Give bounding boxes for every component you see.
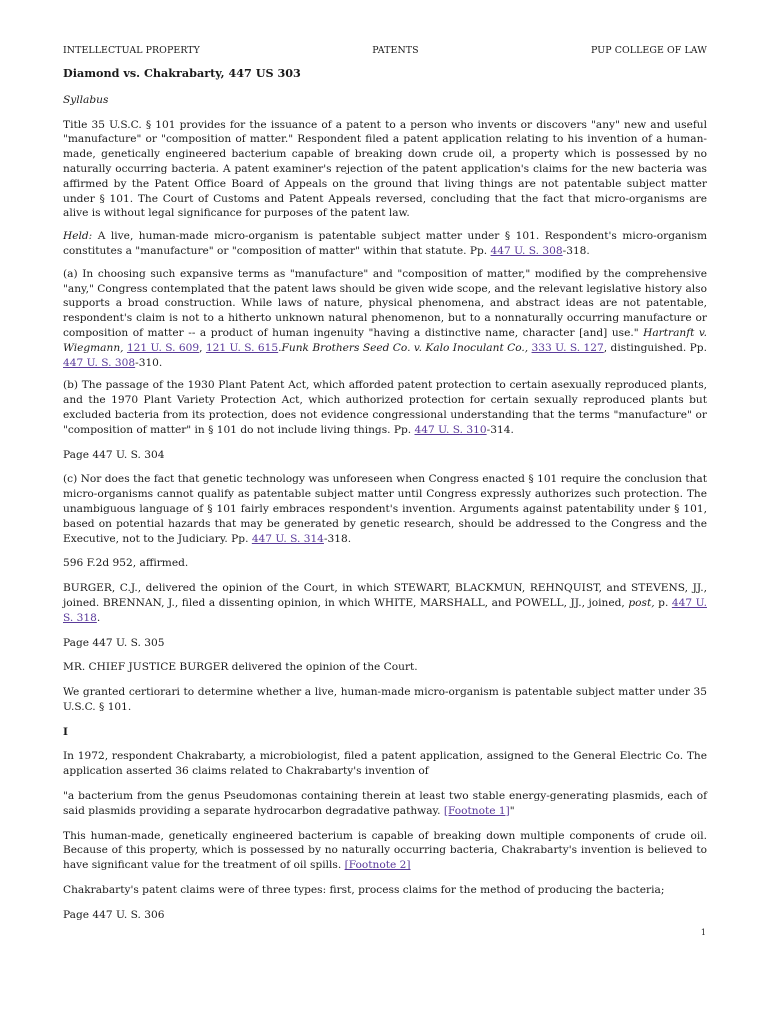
page-marker: Page 447 U. S. 305	[63, 636, 165, 649]
paragraph-opinion-credits: BURGER, C.J., delivered the opinion of the Court, in which STEWART, BLACKMUN, REHNQUIST, and STEVENS, JJ., joined. BRENNAN, J., filed a dissenting opinion, in which WHITE, MARSHALL, and POWELL, JJ., joined, post, p. 447 U. S. 318.	[63, 582, 707, 624]
citation-link[interactable]: 333 U. S. 127	[531, 341, 604, 354]
paragraph-claims: Chakrabarty's patent claims were of three types: first, process claims for the method of producing the bacteria;	[63, 884, 665, 897]
affirmed-line: 596 F.2d 952, affirmed.	[63, 557, 189, 570]
paragraph-a: (a) In choosing such expansive terms as "manufacture" and "composition of matter," modified by the comprehensive "any," Congress contemplated that the patent laws should be given wide scope, and the relevant legislative history also supports a broad construction. While laws of nature, physical phenomena, and abstract ideas are not patentable, respondent's claim is not to a hitherto unknown natural phenomenon, but to a nonnaturally occurring manufacture or composition of matter -- a product of human ingenuity "having a distinctive name, character [and] use." Hartranft v. Wiegmann, 121 U. S. 609, 121 U. S. 615.Funk Brothers Seed Co. v. Kalo Inoculant Co., 333 U. S. 127, distinguished. Pp. 447 U. S. 308-310.	[63, 267, 707, 369]
section-heading: I	[63, 725, 68, 738]
citation-link[interactable]: 447 U. S. 318	[63, 596, 707, 624]
citation-link[interactable]: 447 U. S. 308	[490, 244, 563, 257]
header-right: PUP COLLEGE OF LAW	[590, 45, 707, 56]
header-center: PATENTS	[372, 45, 419, 56]
header-left: INTELLECTUAL PROPERTY	[63, 45, 200, 56]
citation-link[interactable]: 447 U. S. 308	[63, 356, 136, 369]
syllabus-heading: Syllabus	[63, 93, 109, 106]
page-number: 1	[700, 928, 706, 937]
citation-link[interactable]: 447 U. S. 314	[251, 532, 324, 545]
page-marker: Page 447 U. S. 304	[63, 448, 165, 461]
paragraph-1972: In 1972, respondent Chakrabarty, a microbiologist, filed a patent application, assigned to the General Electric Co. The application asserted 36 claims related to Chakrabarty's invention of	[63, 750, 707, 778]
paragraph-intro: Title 35 U.S.C. § 101 provides for the issuance of a patent to a person who invents or discovers "any" new and useful "manufacture" or "composition of matter." Respondent filed a patent application relating to his invention of a human-made, genetically engineered bacterium capable of breaking down crude oil, a property which is possessed by no naturally occurring bacteria. A patent examiner's rejection of the patent application's claims for the new bacteria was affirmed by the Patent Office Board of Appeals on the ground that living things are not patentable subject matter under § 101. The Court of Customs and Patent Appeals reversed, concluding that the fact that micro-organisms are alive is without legal significance for purposes of the patent law.	[63, 118, 707, 220]
document-page	[63, 44, 707, 923]
held-label: Held:	[63, 230, 93, 243]
citation-link[interactable]: 121 U. S. 609	[126, 341, 200, 354]
document-title: Diamond vs. Chakrabarty, 447 US 303	[63, 66, 301, 80]
citation-link[interactable]: 447 U. S. 310	[414, 423, 487, 436]
paragraph-chief-justice: MR. CHIEF JUSTICE BURGER delivered the opinion of the Court.	[63, 661, 418, 674]
footnote-link[interactable]: [Footnote 1]	[443, 804, 510, 817]
paragraph-b: (b) The passage of the 1930 Plant Patent Act, which afforded patent protection to certain asexually reproduced plants, and the 1970 Plant Variety Protection Act, which authorized protection for certain sexually reproduced plants but excluded bacteria from its protection, does not evidence congressional understanding that the terms "manufacture" or "composition of matter" in § 101 do not include living things. Pp. 447 U. S. 310-314.	[63, 379, 707, 436]
running-header	[63, 44, 707, 58]
paragraph-held: Held: A live, human-made micro-organism is patentable subject matter under § 101. Respondent's micro-organism constitutes a "manufacture" or "composition of matter" within that statute. Pp. 447 U. S. 308-318.	[63, 230, 707, 257]
page-marker: Page 447 U. S. 306	[63, 908, 165, 921]
footnote-link[interactable]: [Footnote 2]	[344, 859, 411, 872]
paragraph-oil-spills: This human-made, genetically engineered bacterium is capable of breaking down multiple components of crude oil. Because of this property, which is possessed by no naturally occurring bacteria, Chakrabarty's invention is believed to have significant value for the treatment of oil spills. [Footnote 2]	[63, 829, 707, 872]
case-name: Funk Brothers Seed Co. v. Kalo Inoculant Co.,	[281, 341, 529, 354]
paragraph-certiorari: We granted certiorari to determine whether a live, human-made micro-organism is patentable subject matter under 35 U.S.C. § 101.	[63, 686, 707, 713]
paragraph-c: (c) Nor does the fact that genetic technology was unforeseen when Congress enacted § 101 require the conclusion that micro-organisms cannot qualify as patentable subject matter until Congress expressly authorizes such protection. The unambiguous language of § 101 fairly embraces respondent's invention. Arguments against patentability under § 101, based on potential hazards that may be generated by genetic research, should be addressed to the Congress and the Executive, not to the Judiciary. Pp. 447 U. S. 314-318.	[63, 473, 707, 545]
citation-link[interactable]: 121 U. S. 615	[205, 341, 279, 354]
case-name: Hartranft v. Wiegmann,	[63, 326, 707, 354]
paragraph-quote: "a bacterium from the genus Pseudomonas containing therein at least two stable energy-generating plasmids, each of said plasmids providing a separate hydrocarbon degradative pathway. [Footnote 1]"	[63, 790, 707, 817]
